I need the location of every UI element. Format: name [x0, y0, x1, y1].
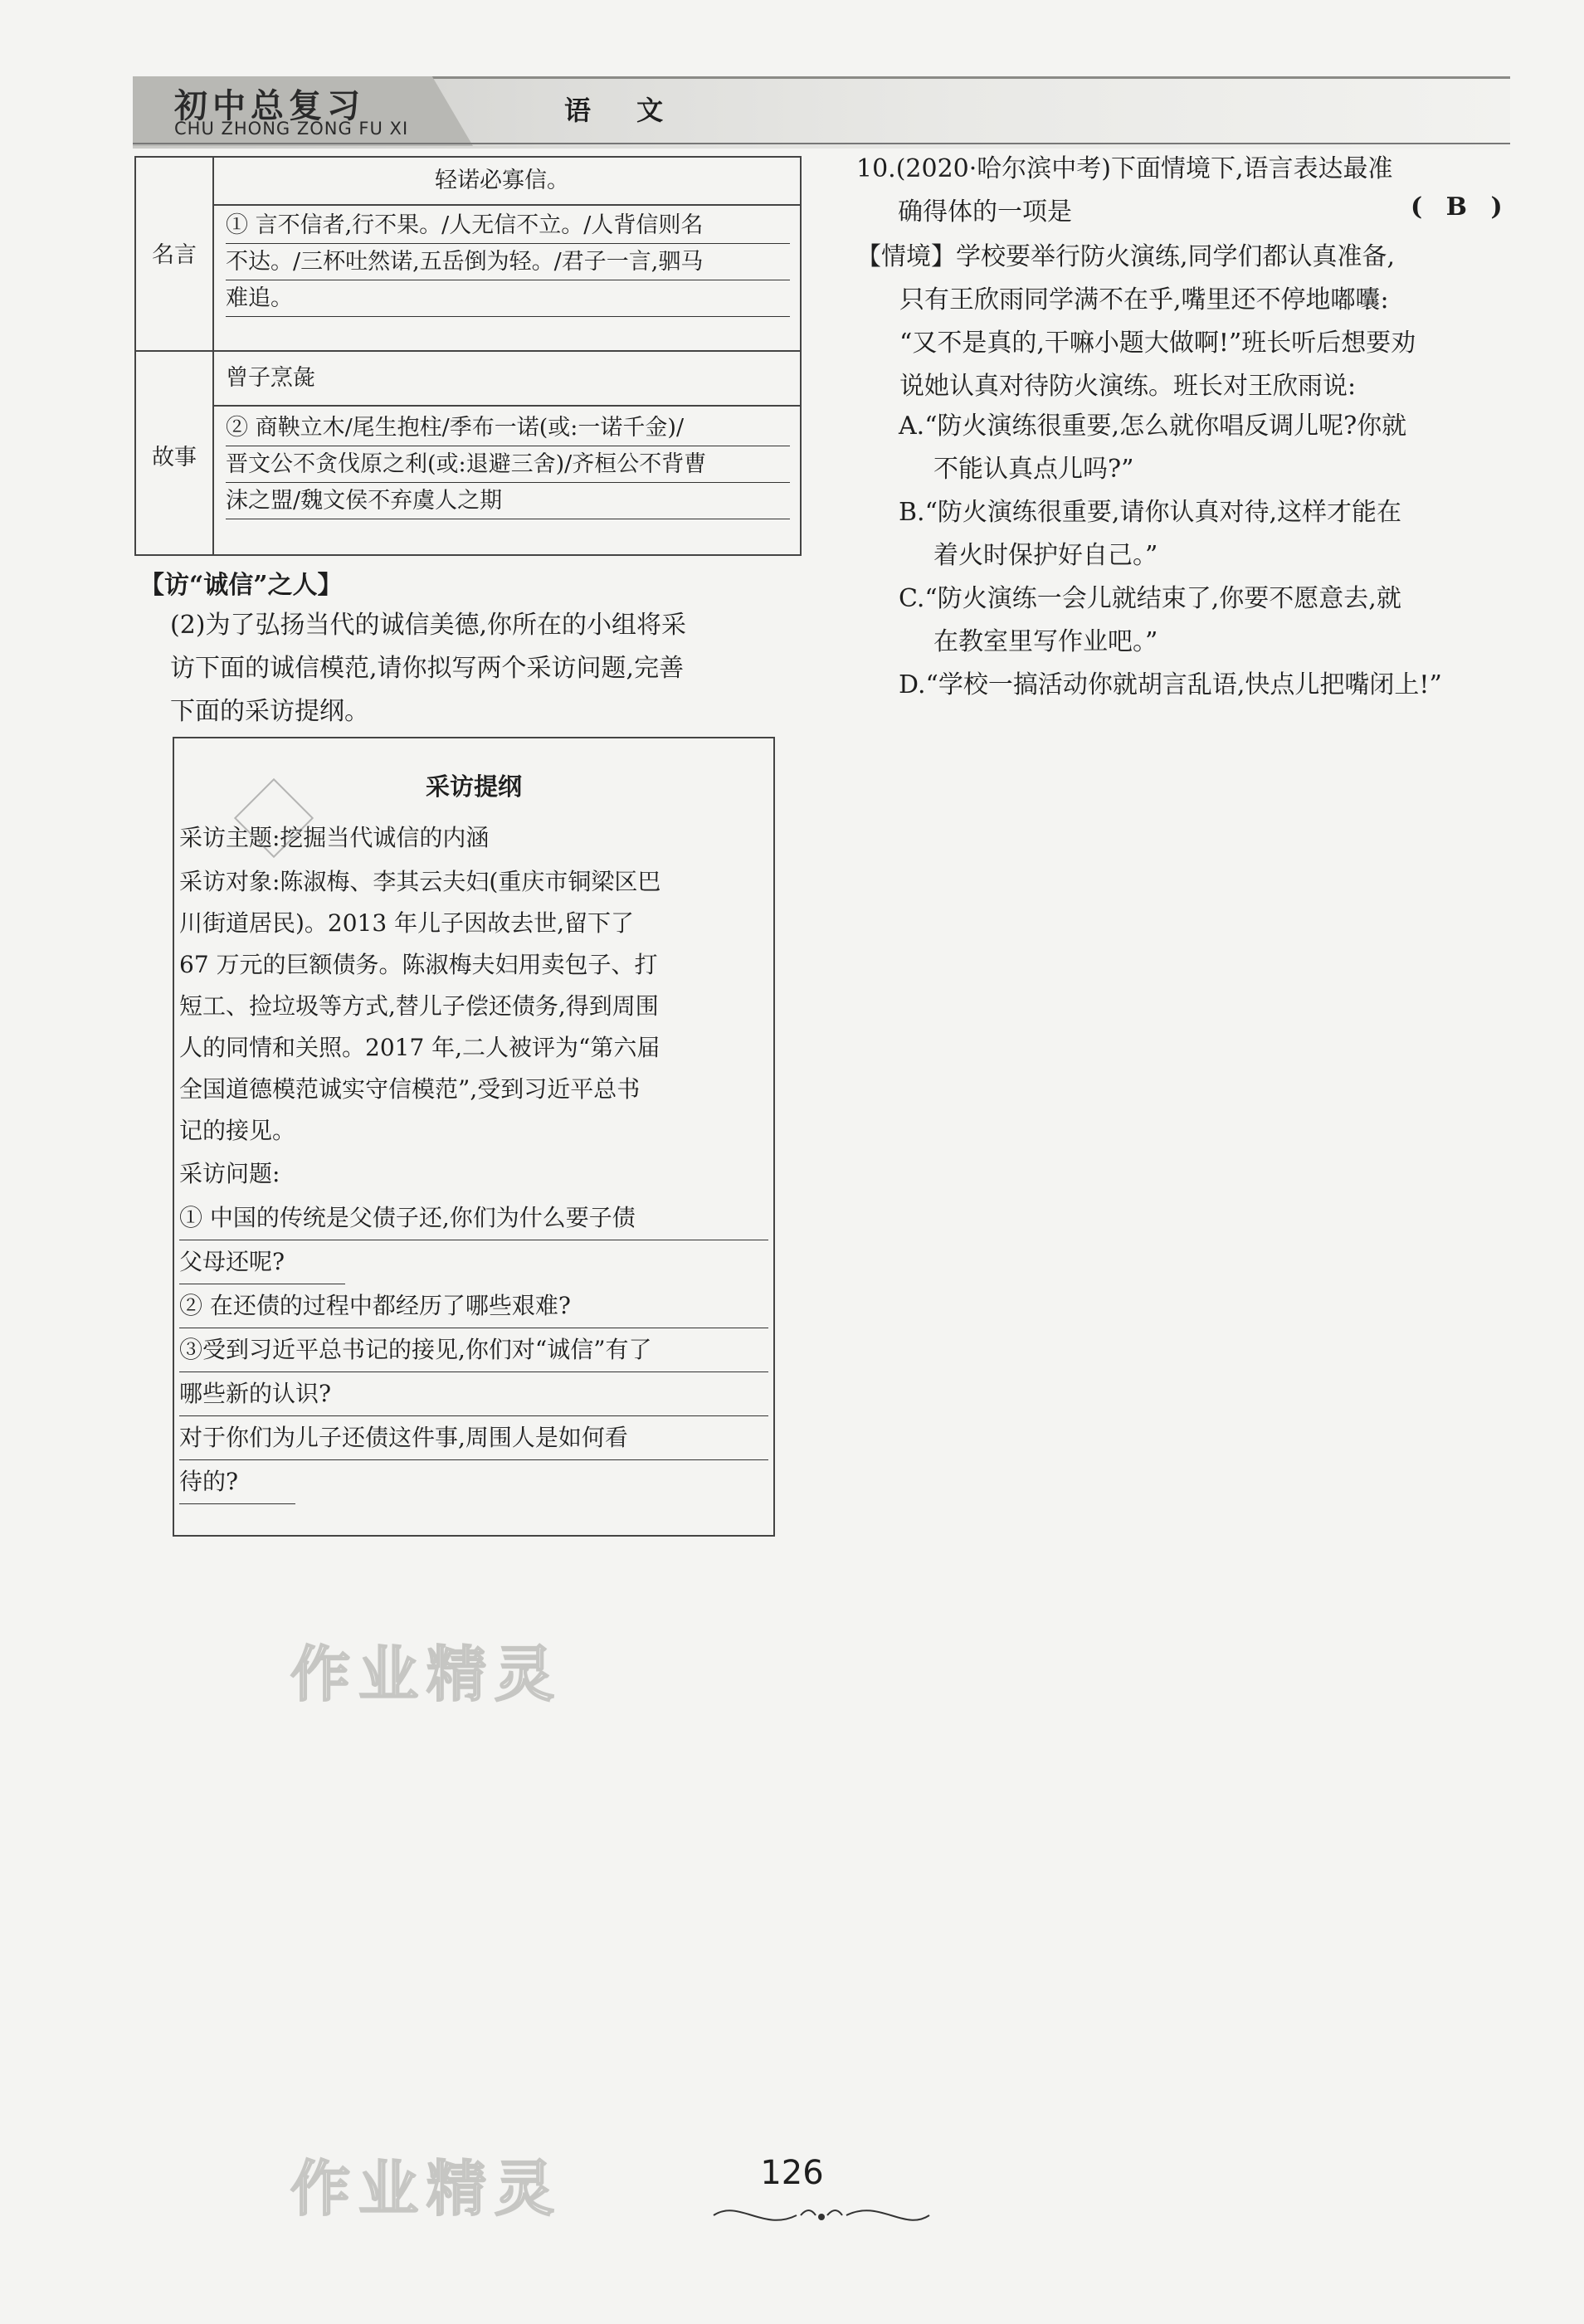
section-heading: 【访“诚信”之人】	[139, 571, 343, 600]
interview-outline-box	[173, 737, 775, 1537]
scenario-line: 说她认真对待防火演练。班长对王欣雨说:	[899, 372, 1357, 401]
subject-label: 语 文	[564, 95, 682, 126]
page-number: 126	[760, 2154, 824, 2192]
option-line: 着火时保护好自己。”	[933, 541, 1158, 570]
option-a	[899, 405, 1521, 491]
answer-line: 哪些新的认识?	[179, 1372, 768, 1416]
option-line: B.“防火演练很重要,请你认真对待,这样才能在	[899, 498, 1401, 527]
option-d	[899, 664, 1521, 707]
paragraph-line: 访下面的诚信模范,请你拟写两个采访问题,完善	[170, 654, 685, 683]
answer-line: 待的?	[179, 1460, 295, 1504]
table-line: 沫之盟/魏文侯不弃虞人之期	[226, 488, 503, 514]
table-category: 故事	[152, 445, 197, 470]
paren-open: (	[1411, 192, 1423, 222]
table-rule	[136, 350, 800, 352]
table-divider	[212, 158, 214, 554]
answer-line: ② 在还债的过程中都经历了哪些艰难?	[179, 1284, 768, 1328]
option-line: C.“防火演练一会儿就结束了,你要不愿意去,就	[899, 584, 1401, 613]
scenario-line: “又不是真的,干嘛小题大做啊!”班长听后想要劝	[899, 329, 1416, 358]
section-paragraph	[170, 604, 801, 733]
table-line: ② 商鞅立木/尾生抱柱/季布一诺(或:一诺千金)/	[226, 415, 685, 441]
table-top-row: 轻诺必寡信。	[435, 168, 569, 193]
outline-subject	[179, 861, 768, 1152]
outline-line: 全国道德模范诚实守信模范”,受到习近平总书	[179, 1075, 641, 1103]
stem-line-text: 确得体的一项是	[898, 197, 1072, 227]
option-line: D.“学校一搞活动你就胡言乱语,快点儿把嘴闭上!”	[899, 670, 1442, 699]
answer-letter: B	[1445, 192, 1468, 222]
outline-line: 67 万元的巨额债务。陈淑梅夫妇用卖包子、打	[179, 951, 658, 978]
table-cell-quotes	[226, 207, 790, 317]
table-rule	[214, 405, 800, 407]
outline-line: 川街道居民)。2013 年儿子因故去世,留下了	[179, 909, 634, 937]
scenario-line: 只有王欣雨同学满不在乎,嘴里还不停地嘟囔:	[899, 285, 1389, 314]
table-line: ① 言不信者,行不果。/人无信不立。/人背信则名	[226, 212, 704, 238]
table-cell-story-given: 曾子烹彘	[226, 365, 315, 391]
table-line: 不达。/三杯吐然诺,五岳倒为轻。/君子一言,驷马	[226, 249, 704, 275]
watermark: 作业精灵	[290, 2154, 563, 2224]
answer-line: 对于你们为儿子还债这件事,周围人是如何看	[179, 1416, 768, 1460]
answer-line: ① 中国的传统是父债子还,你们为什么要子债	[179, 1196, 768, 1240]
table-rule	[214, 204, 800, 206]
paragraph-line: (2)为了弘扬当代的诚信美德,你所在的小组将采	[170, 611, 687, 640]
option-c	[899, 577, 1521, 664]
outline-line: 采访对象:陈淑梅、李其云夫妇(重庆市铜梁区巴	[179, 868, 661, 895]
outline-theme: 采访主题:挖掘当代诚信的内涵	[179, 824, 490, 851]
outline-line: 记的接见。	[179, 1117, 296, 1144]
option-line: 在教室里写作业吧。”	[933, 627, 1158, 656]
question-10-answer	[1411, 192, 1503, 222]
book-title-pinyin: CHU ZHONG ZONG FU XI	[174, 119, 409, 139]
table-cell-stories	[226, 410, 790, 519]
answer-line: ③受到习近平总书记的接见,你们对“诚信”有了	[179, 1328, 768, 1372]
option-line: A.“防火演练很重要,怎么就你唱反调儿呢?你就	[899, 412, 1407, 441]
table-category: 名言	[152, 242, 197, 268]
outline-title: 采访提纲	[425, 772, 522, 801]
scenario-line: 【情境】学校要举行防火演练,同学们都认真准备,	[856, 242, 1396, 271]
option-b	[899, 491, 1521, 577]
outline-line: 人的同情和关照。2017 年,二人被评为“第六届	[179, 1034, 660, 1061]
table-line: 晋文公不贪伐原之利(或:退避三舍)/齐桓公不背曹	[226, 451, 707, 477]
interview-answers	[179, 1196, 768, 1504]
option-line: 不能认真点儿吗?”	[933, 455, 1134, 484]
table-line: 难追。	[226, 285, 293, 311]
answer-line: 父母还呢?	[179, 1240, 345, 1284]
header-rule	[133, 143, 1510, 144]
paragraph-line: 下面的采访提纲。	[170, 697, 369, 726]
watermark: 作业精灵	[290, 1639, 563, 1709]
questions-label: 采访问题:	[179, 1160, 280, 1187]
book-title: 初中总复习	[174, 87, 365, 125]
answer-table	[134, 156, 802, 556]
paren-close: )	[1490, 192, 1503, 222]
question-10-scenario	[856, 236, 1520, 408]
page-ornament	[705, 2199, 938, 2232]
outline-line: 短工、捡垃圾等方式,替儿子偿还债务,得到周围	[179, 992, 659, 1020]
stem-line: 10.(2020·哈尔滨中考)下面情境下,语言表达最准	[856, 154, 1393, 183]
